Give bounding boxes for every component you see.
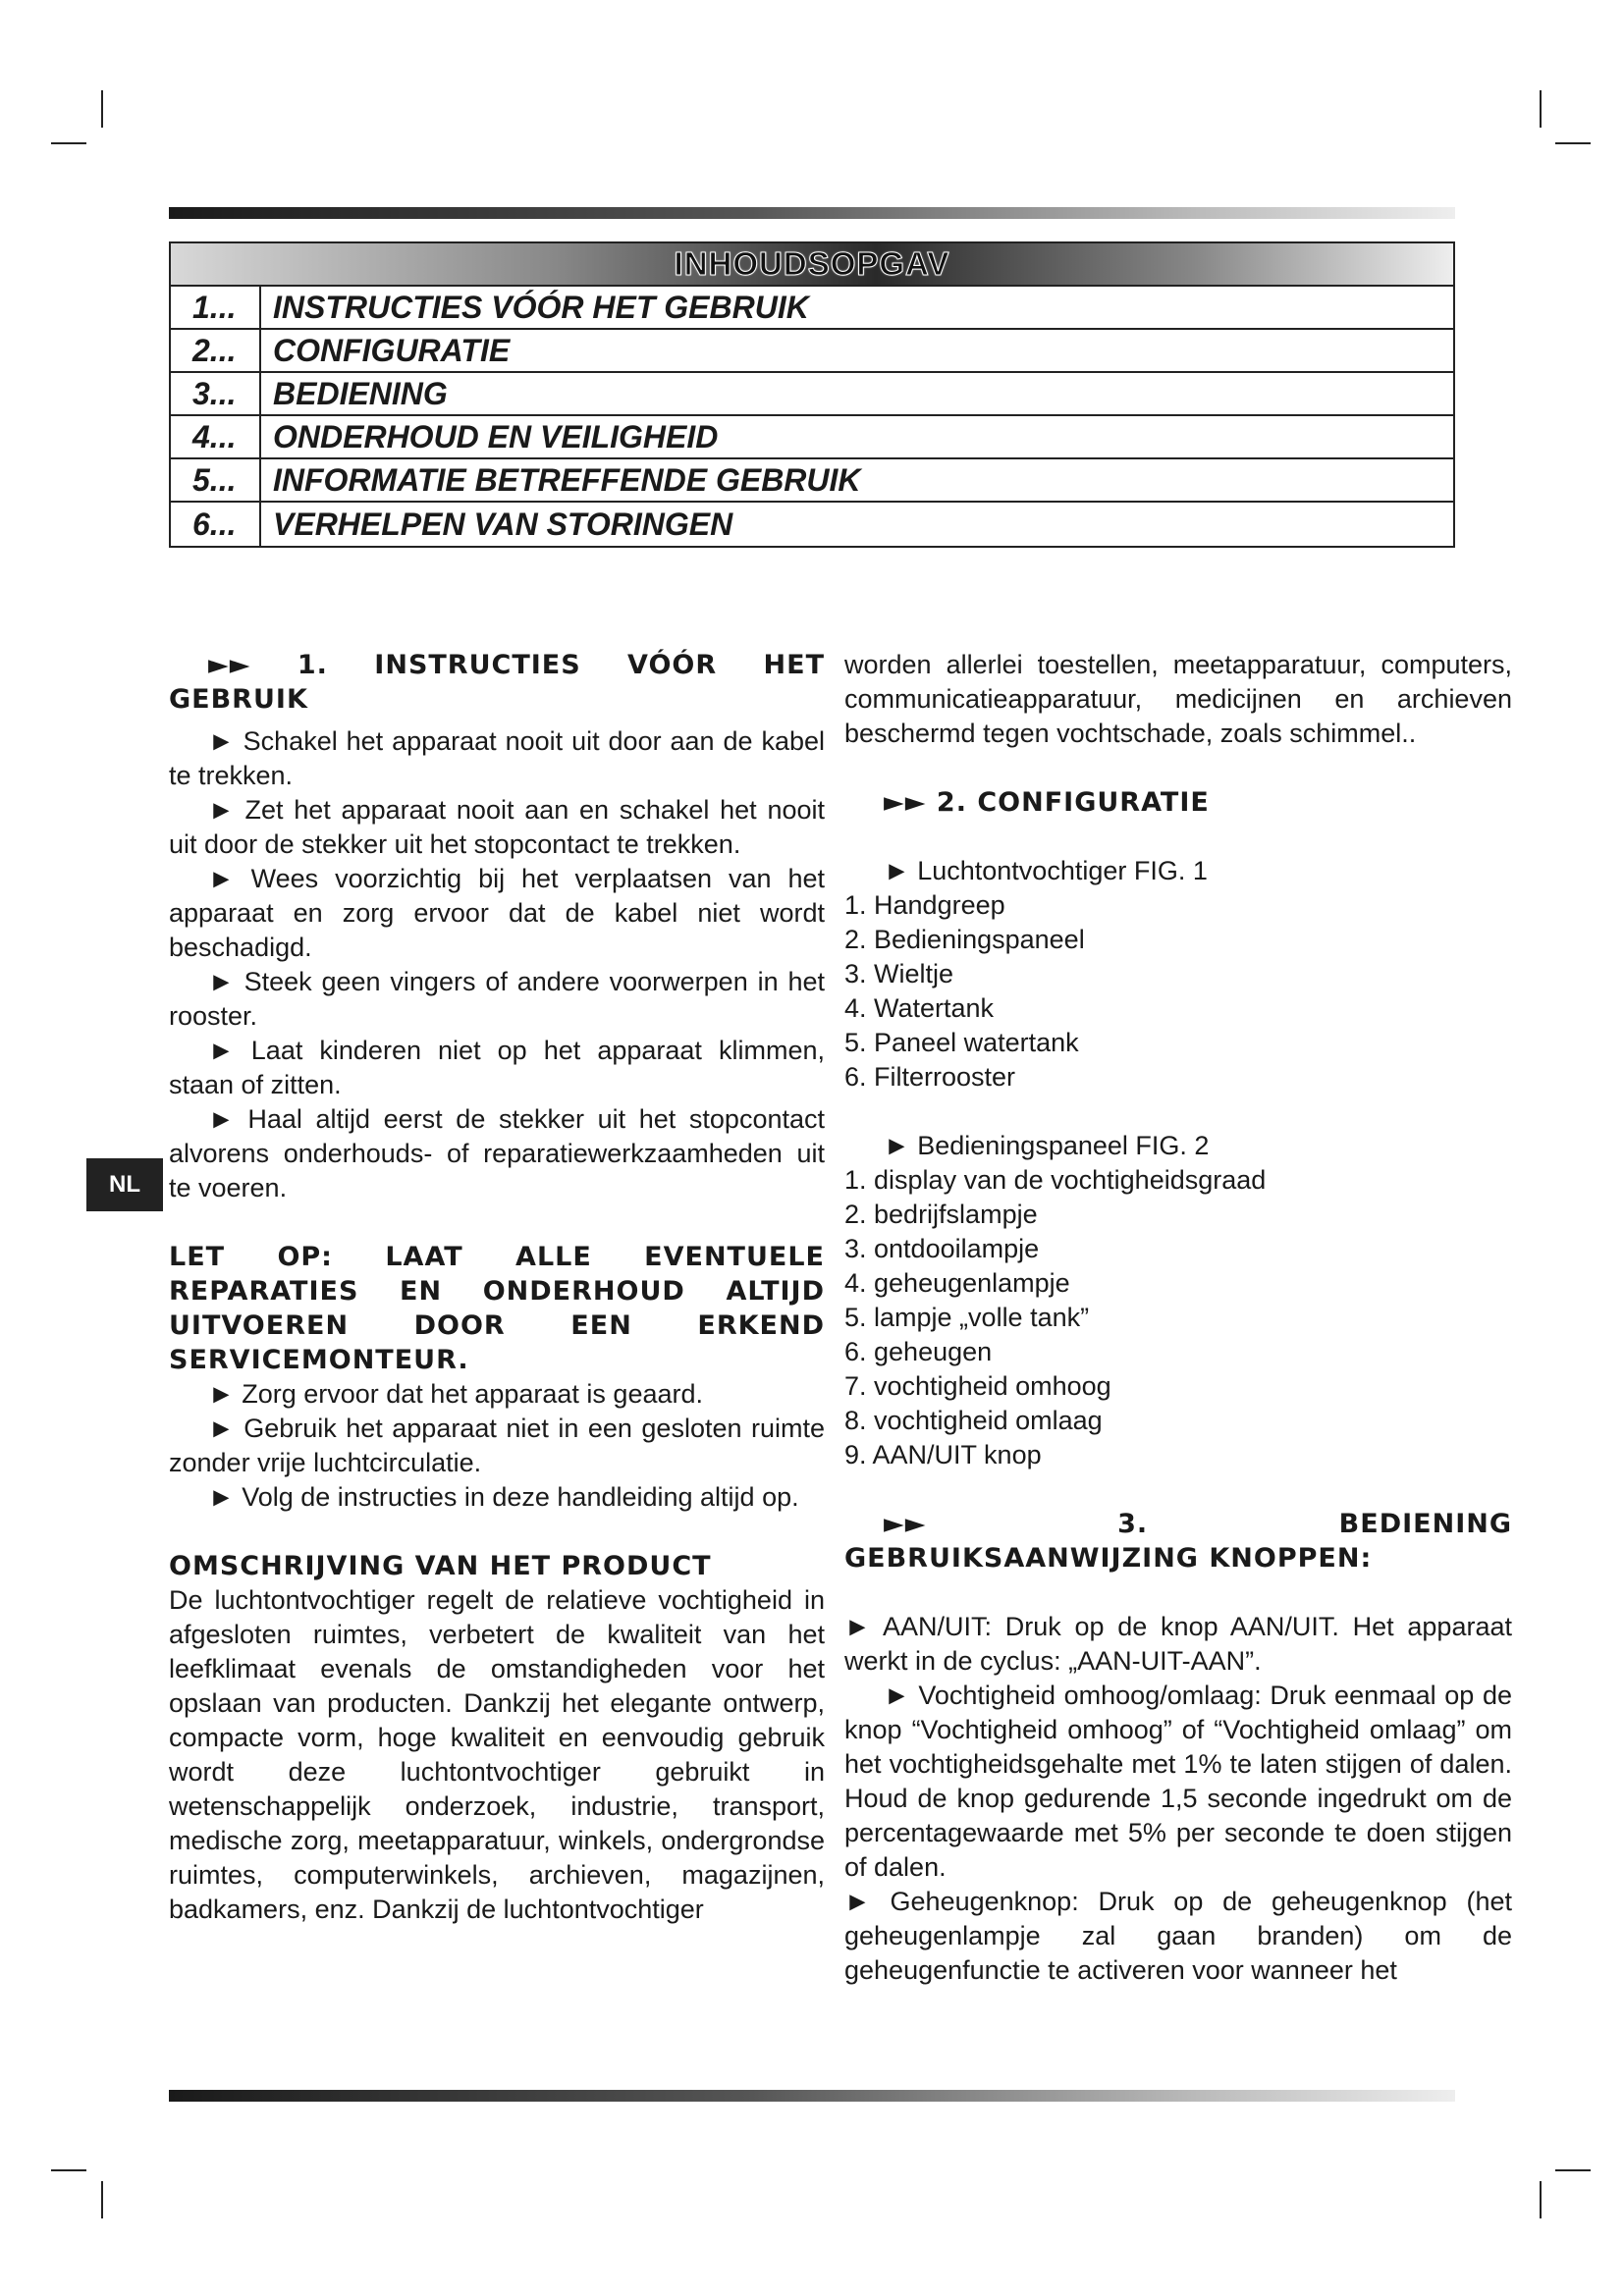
instruction-bullet: ► Laat kinderen niet op het apparaat klimmen, staan of zitten. xyxy=(169,1036,825,1099)
toc-title: INSTRUCTIES VÓÓR HET GEBRUIK xyxy=(273,289,809,325)
toc-row xyxy=(171,503,1453,546)
crop-mark-bottom-right-v xyxy=(1540,2181,1542,2218)
toc-number: 6... xyxy=(171,503,261,546)
toc-title: BEDIENING xyxy=(273,375,448,411)
instruction-bullet: ► Gebruik het apparaat niet in een gesloten ruimte zonder vrije luchtcirculatie. xyxy=(169,1414,825,1477)
instruction-bullet: ► Steek geen vingers of andere voorwerpen in het rooster. xyxy=(169,967,825,1031)
list-item: 6. geheugen xyxy=(844,1337,993,1366)
toc-number: 5... xyxy=(171,459,261,501)
list-item: 9. AAN/UIT knop xyxy=(844,1440,1042,1469)
list-item: 3. Wieltje xyxy=(844,959,954,988)
toc-number: 2... xyxy=(171,330,261,371)
right-column xyxy=(844,648,1512,1988)
list-item: 8. vochtigheid omlaag xyxy=(844,1406,1103,1435)
product-heading: OMSCHRIJVING VAN HET PRODUCT xyxy=(169,1551,712,1581)
toc-number: 4... xyxy=(171,416,261,457)
crop-mark-bottom-right-h xyxy=(1555,2169,1591,2171)
list-item: 4. Watertank xyxy=(844,993,995,1023)
toc-row xyxy=(171,416,1453,459)
toc-row xyxy=(171,287,1453,330)
list-item: 7. vochtigheid omhoog xyxy=(844,1371,1111,1401)
bottom-rule xyxy=(169,2090,1455,2102)
list-item: 5. Paneel watertank xyxy=(844,1028,1079,1057)
section-2-heading: ►► 2. CONFIGURATIE xyxy=(884,787,1210,818)
crop-mark-bottom-left-v xyxy=(101,2181,103,2218)
toc-number: 1... xyxy=(171,287,261,328)
section-3-heading: ►► 3. BEDIENING GEBRUIKSAANWIJZING KNOPPEN: xyxy=(844,1509,1512,1574)
list-item: 3. ontdooilampje xyxy=(844,1234,1040,1263)
crop-mark-top-left-v xyxy=(101,90,103,128)
instruction-bullet: ► Schakel het apparaat nooit uit door aan de kabel te trekken. xyxy=(169,726,825,790)
crop-mark-top-right-h xyxy=(1555,142,1591,144)
list-item: 2. bedrijfslampje xyxy=(844,1200,1038,1229)
toc-title: INFORMATIE BETREFFENDE GEBRUIK xyxy=(273,461,861,498)
memory-paragraph: ► Geheugenknop: Druk op de geheugenknop (het geheugenlampje zal gaan branden) om de geheugenfunctie te activeren voor wanneer het xyxy=(844,1887,1512,1985)
warning-heading: LET OP: LAAT ALLE EVENTUELE REPARATIES EN ONDERHOUD ALTIJD UITVOEREN DOOR EEN ERKEND SERVICEMONTEUR. xyxy=(169,1242,825,1375)
product-description: De luchtontvochtiger regelt de relatieve vochtigheid in afgesloten ruimtes, verbetert de kwaliteit van het leefklimaat evenals de omstandigheden voor het opslaan van producten. Dankzij het elegante ontwerp, compacte vorm, hoge kwaliteit en eenvoudig gebruik wordt deze luchtontvochtiger gebruikt in wetenschappelijk onderzoek, industrie, transport, medische zorg, meetapparatuur, winkels, ondergrondse ruimtes, computerwinkels, archieven, magazijnen, badkamers, enz. Dankzij de luchtontvochtiger xyxy=(169,1585,825,1924)
toc-title: ONDERHOUD EN VEILIGHEID xyxy=(273,418,719,454)
list-item: 2. Bedieningspaneel xyxy=(844,925,1085,954)
list-item: 5. lampje „volle tank” xyxy=(844,1303,1090,1332)
crop-mark-top-left-h xyxy=(51,142,86,144)
left-column xyxy=(169,648,825,1927)
instruction-bullet: ► Haal altijd eerst de stekker uit het stopcontact alvorens onderhouds- of reparatiewerkzaamheden uit te voeren. xyxy=(169,1104,825,1202)
toc-title: CONFIGURATIE xyxy=(273,332,511,368)
toc-title: VERHELPEN VAN STORINGEN xyxy=(273,506,733,542)
instruction-bullet: ► Zorg ervoor dat het apparaat is geaard. xyxy=(208,1379,704,1409)
crop-mark-bottom-left-h xyxy=(51,2169,86,2171)
list-item: 6. Filterrooster xyxy=(844,1062,1016,1092)
fig1-title: ► Luchtontvochtiger FIG. 1 xyxy=(884,856,1208,885)
section-1-heading: ►► 1. INSTRUCTIES VÓÓR HET GEBRUIK xyxy=(169,650,825,715)
instruction-bullet: ► Volg de instructies in deze handleiding altijd op. xyxy=(208,1482,799,1512)
list-item: 1. Handgreep xyxy=(844,890,1005,920)
toc-heading: INHOUDSOPGAV xyxy=(674,245,950,282)
toc-number: 3... xyxy=(171,373,261,414)
onoff-paragraph: ► AAN/UIT: Druk op de knop AAN/UIT. Het apparaat werkt in de cyclus: „AAN-UIT-AAN”. xyxy=(844,1612,1512,1676)
list-item: 1. display van de vochtigheidsgraad xyxy=(844,1165,1267,1195)
instruction-bullet: ► Zet het apparaat nooit aan en schakel het nooit uit door de stekker uit het stopcontact te trekken. xyxy=(169,795,825,859)
toc-heading-bar xyxy=(171,243,1453,287)
toc-row xyxy=(171,330,1453,373)
table-of-contents xyxy=(169,241,1455,548)
humidity-paragraph: ► Vochtigheid omhoog/omlaag: Druk eenmaal op de knop “Vochtigheid omhoog” of “Vochtigheid omlaag” om het vochtigheidsgehalte met 1% te laten stijgen of dalen. Houd de knop gedurende 1,5 seconde ingedrukt om de percentagewaarde met 5% per seconde te doen stijgen of dalen. xyxy=(844,1681,1512,1882)
crop-mark-top-right-v xyxy=(1540,90,1542,128)
top-rule xyxy=(169,207,1455,219)
instruction-bullet: ► Wees voorzichtig bij het verplaatsen van het apparaat en zorg ervoor dat de kabel niet wordt beschadigd. xyxy=(169,864,825,962)
language-tab: NL xyxy=(86,1158,163,1211)
list-item: 4. geheugenlampje xyxy=(844,1268,1070,1298)
continued-text: worden allerlei toestellen, meetapparatuur, computers, communicatieapparatuur, medicijnen en archieven beschermd tegen vochtschade, zoals schimmel.. xyxy=(844,650,1512,748)
toc-row xyxy=(171,373,1453,416)
fig2-title: ► Bedieningspaneel FIG. 2 xyxy=(884,1131,1210,1160)
toc-row xyxy=(171,459,1453,503)
